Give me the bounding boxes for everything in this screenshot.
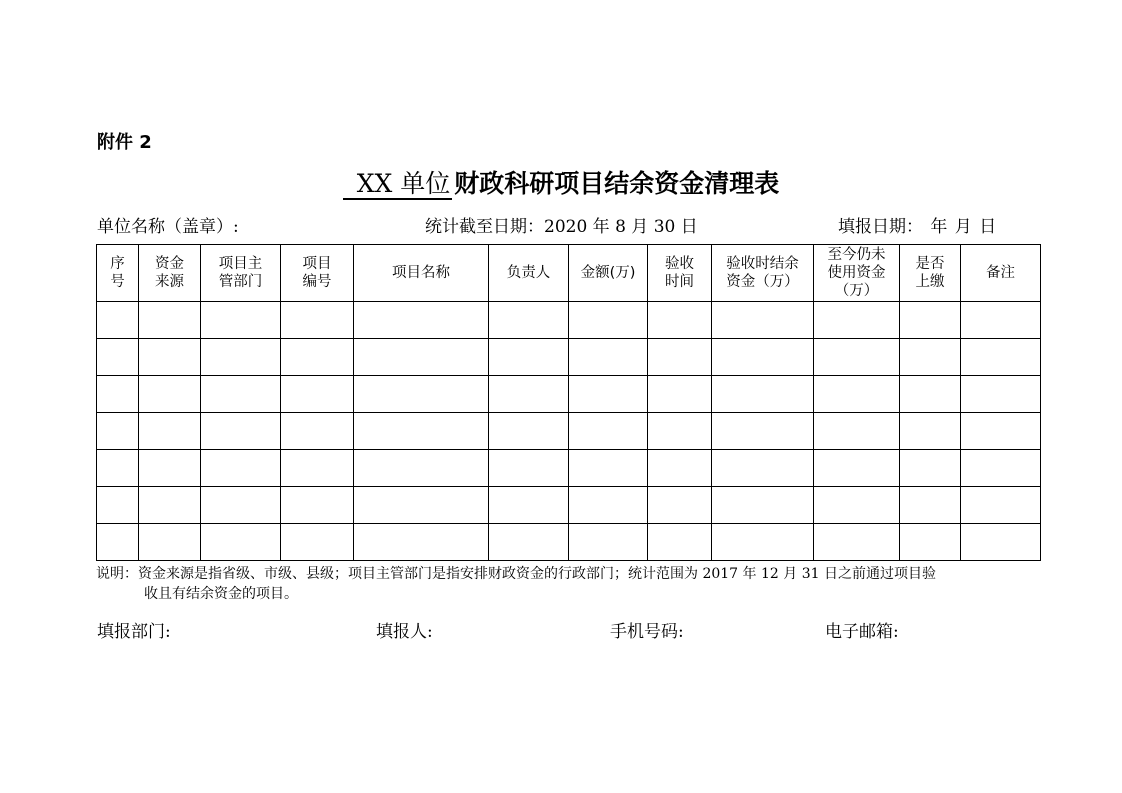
column-header [281, 245, 354, 302]
column-header [354, 245, 489, 302]
column-header-line: 上缴 [915, 274, 945, 290]
table-cell [900, 413, 961, 450]
table-cell [569, 413, 648, 450]
table-cell [97, 413, 139, 450]
table-cell [648, 524, 712, 561]
table-cell [281, 524, 354, 561]
table-cell [900, 339, 961, 376]
table-cell [900, 487, 961, 524]
table-cell [97, 450, 139, 487]
table-cell [712, 487, 814, 524]
column-header [961, 245, 1041, 302]
column-header-line: 编号 [302, 274, 332, 290]
table-cell [900, 524, 961, 561]
table-cell [139, 302, 201, 339]
table-cell [489, 413, 569, 450]
unit-name-label: 单位名称（盖章）: [97, 217, 239, 237]
table-cell [648, 339, 712, 376]
column-header-line: 项目主 [218, 256, 263, 272]
table-cell [569, 524, 648, 561]
page-title [0, 164, 1122, 200]
column-header [712, 245, 814, 302]
table-cell [139, 376, 201, 413]
table-cell [814, 413, 900, 450]
column-header-line: 验收 [665, 256, 694, 272]
table-cell [900, 376, 961, 413]
title-main: 财政科研项目结余资金清理表 [454, 169, 780, 198]
table-cell [489, 376, 569, 413]
table-cell [648, 302, 712, 339]
footer-filler-label: 填报人: [376, 622, 433, 642]
table-cell [97, 302, 139, 339]
table-cell [569, 339, 648, 376]
table-cell [814, 376, 900, 413]
column-header-line: 时间 [665, 274, 694, 290]
table-cell [489, 302, 569, 339]
table-cell [489, 524, 569, 561]
table-cell [569, 450, 648, 487]
table-cell [814, 302, 900, 339]
column-header-line: 资金（万） [726, 274, 799, 290]
table-cell [712, 376, 814, 413]
footer-dept-label: 填报部门: [97, 622, 171, 642]
clearance-table [96, 244, 1041, 561]
table-cell [961, 339, 1041, 376]
table-cell [354, 487, 489, 524]
table-cell [97, 487, 139, 524]
column-header-line: 负责人 [506, 265, 551, 281]
column-header-line: 管部门 [218, 274, 263, 290]
table-cell [139, 524, 201, 561]
table-row [97, 487, 1041, 524]
column-header-line: 来源 [155, 274, 184, 290]
column-header [489, 245, 569, 302]
column-header-line: 使用资金 [827, 265, 886, 281]
column-header-line: 验收时结余 [726, 256, 799, 272]
column-header-line: 项目 [302, 256, 332, 272]
table-cell [712, 524, 814, 561]
cutoff-date: 统计截至日期：2020 年 8 月 30 日 [425, 217, 698, 237]
column-header-line: 项目名称 [392, 265, 450, 281]
table-cell [201, 524, 281, 561]
table-cell [201, 339, 281, 376]
table-cell [489, 339, 569, 376]
column-header-line: 金额(万) [580, 265, 636, 281]
table-cell [961, 524, 1041, 561]
table-cell [712, 302, 814, 339]
table-cell [814, 450, 900, 487]
column-header-line: 是否 [915, 256, 945, 272]
table-cell [281, 339, 354, 376]
table-cell [354, 524, 489, 561]
table-cell [648, 450, 712, 487]
table-cell [900, 302, 961, 339]
note [96, 564, 1036, 604]
table-cell [281, 302, 354, 339]
table-cell [712, 450, 814, 487]
table-cell [354, 302, 489, 339]
footer-phone-label: 手机号码: [610, 622, 684, 642]
table-cell [281, 376, 354, 413]
column-header [201, 245, 281, 302]
table-cell [648, 487, 712, 524]
table-cell [814, 524, 900, 561]
table-cell [281, 450, 354, 487]
table-body [97, 302, 1041, 561]
table-header-row [97, 245, 1041, 302]
table-cell [139, 339, 201, 376]
table-row [97, 339, 1041, 376]
table-cell [97, 524, 139, 561]
table-cell [139, 413, 201, 450]
table-cell [354, 413, 489, 450]
table-cell [354, 450, 489, 487]
table-cell [201, 413, 281, 450]
table-cell [569, 302, 648, 339]
table-row [97, 302, 1041, 339]
table-cell [569, 487, 648, 524]
table-cell [201, 450, 281, 487]
table-row [97, 413, 1041, 450]
table-cell [900, 450, 961, 487]
note-line-1: 说明：资金来源是指省级、市级、县级；项目主管部门是指安排财政资金的行政部门；统计范围为 2017 年 12 月 31 日之前通过项目验 [96, 566, 936, 582]
column-header [648, 245, 712, 302]
fill-date: 填报日期： 年 月 日 [838, 217, 997, 237]
footer-email-label: 电子邮箱: [825, 622, 899, 642]
table-cell [961, 487, 1041, 524]
table-cell [201, 376, 281, 413]
table-cell [281, 413, 354, 450]
column-header-line: 备注 [986, 265, 1015, 281]
table-cell [814, 487, 900, 524]
table-cell [354, 376, 489, 413]
table-row [97, 524, 1041, 561]
table-cell [961, 413, 1041, 450]
table-cell [712, 339, 814, 376]
column-header [900, 245, 961, 302]
column-header-line: 序 [110, 256, 125, 272]
column-header-line: 资金 [155, 256, 184, 272]
table-cell [354, 339, 489, 376]
table-cell [961, 302, 1041, 339]
column-header [569, 245, 648, 302]
note-line-2: 收且有结余资金的项目。 [144, 586, 298, 602]
table-cell [97, 339, 139, 376]
column-header [97, 245, 139, 302]
table-cell [489, 487, 569, 524]
attachment-label: 附件 2 [97, 132, 152, 153]
column-header [814, 245, 900, 302]
table-cell [97, 376, 139, 413]
table-cell [281, 487, 354, 524]
table-cell [648, 376, 712, 413]
table-cell [569, 376, 648, 413]
table-cell [139, 487, 201, 524]
table-cell [814, 339, 900, 376]
table-cell [201, 487, 281, 524]
table-cell [648, 413, 712, 450]
table-cell [201, 302, 281, 339]
table-row [97, 450, 1041, 487]
column-header-line: （万） [834, 283, 879, 299]
table-cell [139, 450, 201, 487]
table-cell [961, 376, 1041, 413]
column-header-line: 号 [110, 274, 125, 290]
table-cell [489, 450, 569, 487]
table-cell [712, 413, 814, 450]
table-row [97, 376, 1041, 413]
table-cell [961, 450, 1041, 487]
title-unit: XX 单位 [343, 169, 453, 200]
column-header-line: 至今仍未 [827, 247, 886, 263]
column-header [139, 245, 201, 302]
